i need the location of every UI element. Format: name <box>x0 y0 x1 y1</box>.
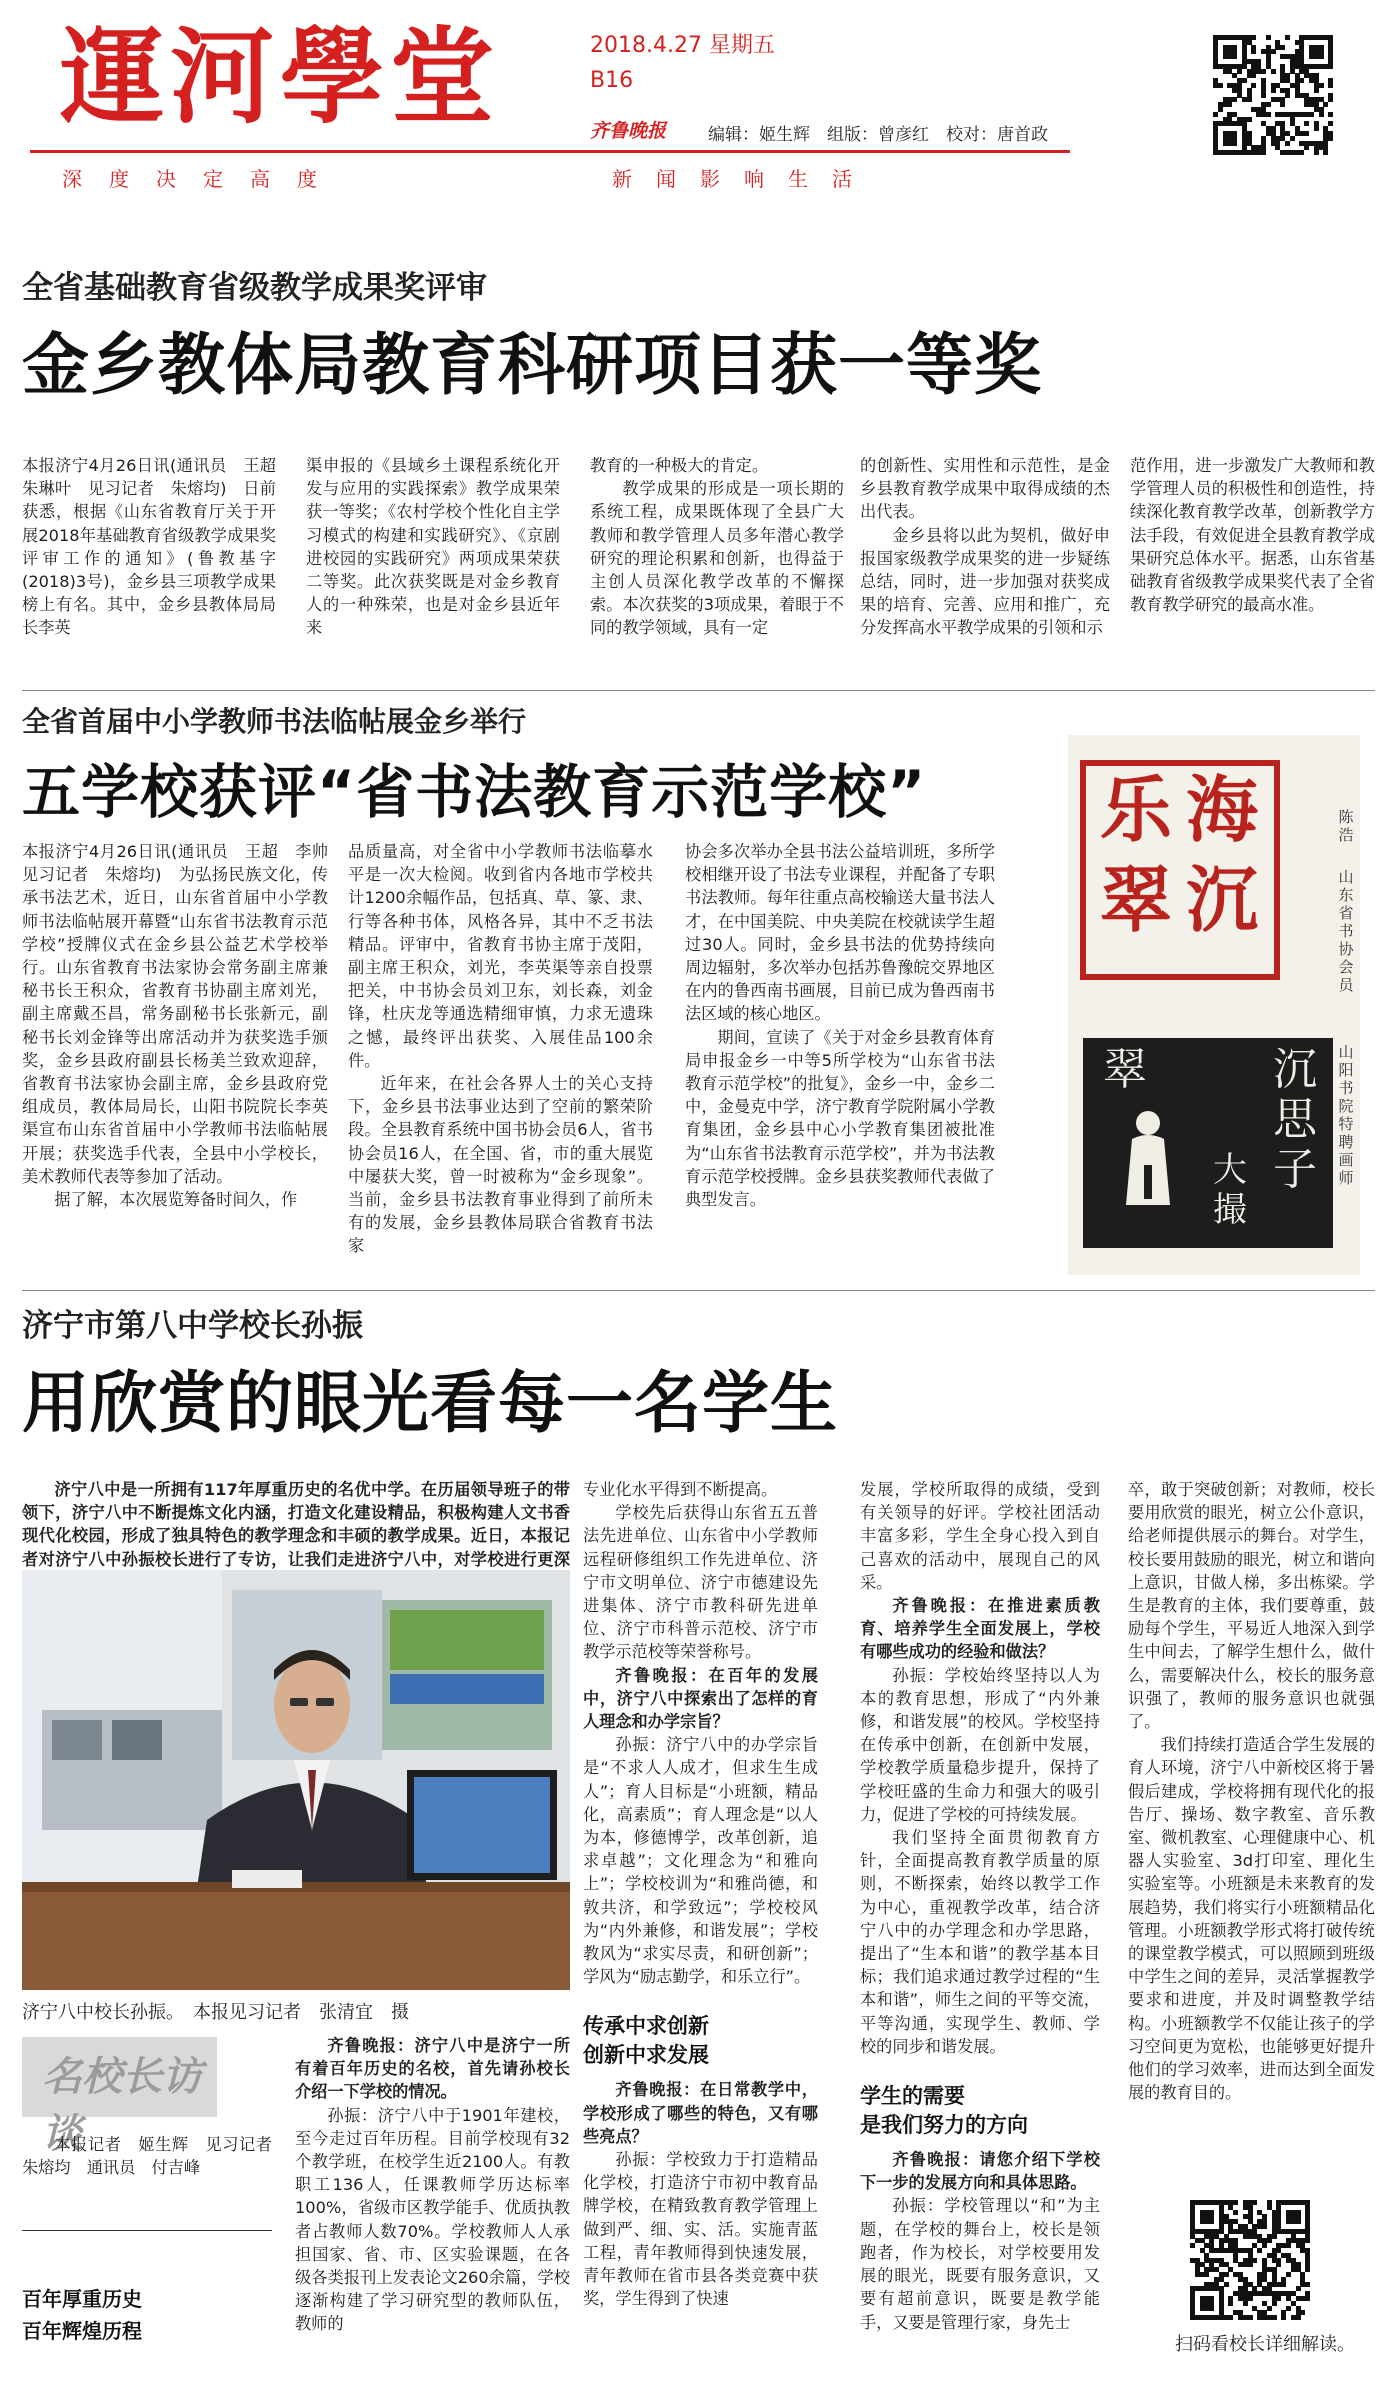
qr-module <box>1227 102 1232 107</box>
seal-red-char-4: 翠 <box>1100 857 1173 942</box>
interview-answer-3: 孙振：学校致力于打造精品化学校，打造济宁市初中教育品牌学校，在精致教育教学管理上做到严、细、实、活。实施青蓝工程，青年教师得到快速发展，青年教师在省市县各类竞赛中获奖，学生得到了快速 <box>583 2150 818 2309</box>
interview-answer-4b: 我们坚持全面贯彻教育方针，全面提高教育教学质量的原则，不断探索，始终以教学工作为中心，重视教学改革，结合济宁八中的办学理念和办学思路，提出了“生本和谐”的教学基本目标；我们追求通过教学过程的“生本和谐”，师生之间的平等交流，平等沟通，实现学生、教师、学校的同步和谐发展。 <box>860 1828 1100 2056</box>
qr-module <box>1286 2272 1291 2277</box>
qr-module <box>1276 2262 1281 2267</box>
page-number: B16 <box>590 68 634 93</box>
qr-module <box>1209 2219 1214 2224</box>
qr-module <box>1280 102 1285 107</box>
article3-headline: 用欣赏的眼光看每一名学生 <box>22 1364 838 1442</box>
seal-red-char-3: 乐 <box>1100 767 1173 852</box>
qr-module <box>1304 145 1309 150</box>
article2-col3-text-a: 协会多次举办全县书法公益培训班，多所学校相继开设了书法专业课程，并配备了专职书法教师。每年往重点高校输送大量书法人才，在中国美院、中央美院在校就读学生超过30人。同时，金乡县书法的优势持续向周边辐射，多次举办包括苏鲁豫皖交界地区在内的鲁西南书画展，目前已成为鲁西南书法区域的核心地区。 <box>685 842 995 1024</box>
qr-module <box>1248 2296 1253 2301</box>
qr-module <box>1296 2286 1301 2291</box>
article3-col3-text-b: 学校先后获得山东省五五普法先进单位、山东省中小学教师远程研修组织工作先进单位、济宁市文明单位、济宁市德建设先进集体、济宁市教科研先进单位、济宁市科普示范校、济宁市教学示范校等荣誉称号。 <box>583 1503 818 1662</box>
scholar-figure-icon <box>1118 1105 1178 1215</box>
qr-module <box>1232 54 1237 59</box>
qr-module <box>1237 69 1242 74</box>
article1-col4-text-a: 的创新性、实用性和示范性，是金乡县教育教学成果中取得成绩的杰出代表。 <box>860 456 1110 522</box>
article2-col2-text-a: 品质量高，对全省中小学教师书法临摹水平是一次大检阅。收到省内各地市学校共计1200余幅作品，包括真、草、篆、隶、行等各种书体，风格各异，其中不乏书法精品。评审中，省教育书协主席于茂阳，副主席王积众，刘光，李英渠等亲自投票把关，中书协会员刘卫东，刘长森，刘金锋，杜庆龙等通选精细审慎，力求无遗珠之憾，最终评出获奖、入展佳品100余件。 <box>348 842 653 1070</box>
qr-module <box>1323 102 1328 107</box>
qr-module <box>1247 97 1252 102</box>
article2-column-1 <box>22 840 345 1282</box>
qr-module <box>1304 131 1309 136</box>
qr-module <box>1309 112 1314 117</box>
qr-module <box>1218 83 1223 88</box>
article3-col5-text-a: 卒，敢于突破创新；对教师，校长要用欣赏的眼光，树立公仆意识，给老师提供展示的舞台。对学生，校长要用鼓励的眼光，树立和谐向上意识，甘做人梯，多出栋梁。学生是教育的主体，我们要尊重，鼓励每个学生，平易近人地深入到学生中间去，了解学生想什么，做什么，需要解决什么，校长的服务意识强了，教师的服务意识也就强了。 <box>1128 1480 1375 1732</box>
reporter-byline <box>22 2133 289 2233</box>
article1-column-1 <box>22 454 293 676</box>
seal-black-char-3: 思 <box>1273 1094 1317 1145</box>
qr-module <box>1232 141 1237 146</box>
qr-module <box>1281 2315 1286 2320</box>
qr-module <box>1272 2301 1277 2306</box>
qr-module <box>1285 141 1290 146</box>
artwork-credit-title-2: 山阳书院特聘画师 <box>1338 1043 1354 1187</box>
qr-module <box>1248 2262 1253 2267</box>
qr-module <box>1328 83 1333 88</box>
article1-column-3 <box>590 454 844 676</box>
qr-module <box>1266 102 1271 107</box>
seal-black-char-6: 撮 <box>1213 1190 1247 1230</box>
qr-module <box>1276 2296 1281 2301</box>
qr-module <box>1280 45 1285 50</box>
article2-kicker: 全省首届中小学教师书法临帖展金乡举行 <box>22 705 527 738</box>
qr-module <box>1285 35 1290 40</box>
article1-column-4 <box>860 454 1110 676</box>
reporter-byline-text: 本报记者 姬生辉 见习记者 朱熔均 通讯员 付吉峰 <box>22 2135 289 2178</box>
article1-col3-text-b: 教学成果的形成是一项长期的系统工程，成果既体现了全县广大教师和教学管理人员多年潜心教学研究的理论积累和创新，也得益于主创人员深化教学改革的不懈探索。本次获奖的3项成果，着眼于不同的教学领域，具有一定 <box>590 479 844 638</box>
qr-module <box>1305 2282 1310 2287</box>
qr-module <box>1271 49 1276 54</box>
article3-column-3 <box>583 1478 818 2378</box>
qr-module <box>1299 150 1304 155</box>
qr-module <box>1251 83 1256 88</box>
article3-column-2 <box>295 2034 570 2380</box>
seal-black-char-2: 沉 <box>1273 1044 1317 1095</box>
seal-red-char-1: 海 <box>1186 767 1259 852</box>
subhead-2-line-1: 学生的需要 <box>860 2084 965 2109</box>
qr-module <box>1204 2272 1209 2277</box>
qr-module <box>1305 2296 1310 2301</box>
qr-module <box>1319 54 1324 59</box>
interview-answer-1: 孙振：济宁八中于1901年建校，至今走过百年历程。目前学校现有32个教学班，在校学生近2100人。有教职工136人，任课教师学历达标率100%，省级市区教学能手、优质执教者占教师人数70%。学校教师人人承担国家、省、市、区实验课题，在各级各类报刊上发表论文260余篇，学校逐渐构建了学习研究型的教师队伍，教师的 <box>295 2105 570 2334</box>
interview-question-1: 齐鲁晚报：济宁八中是济宁一所有着百年历史的名校，首先请孙校长介绍一下学校的情况。 <box>295 2036 570 2102</box>
editor-credits: 编辑：姬生辉 组版：曾彦红 校对：唐首政 <box>708 125 1048 145</box>
article1-kicker: 全省基础教育省级教学成果奖评审 <box>22 270 487 306</box>
qr-module <box>1218 107 1223 112</box>
qr-module <box>1323 150 1328 155</box>
qr-module <box>1242 78 1247 83</box>
qr-module <box>1272 2315 1277 2320</box>
article2-col1-text-b: 据了解，本次展览筹备时间久，作 <box>54 1190 298 1210</box>
qr-module <box>1232 97 1237 102</box>
article3-col4-text-a: 发展，学校所取得的成绩，受到有关领导的好评。学校社团活动丰富多彩，学生全身心投入到自己喜欢的活动中，展现自己的风采。 <box>860 1480 1100 1592</box>
masthead-title: 運河學堂 <box>60 15 501 138</box>
interview-question-3: 齐鲁晚报：在日常教学中，学校形成了哪些的特色，又有哪些亮点？ <box>583 2080 818 2146</box>
qr-module <box>1266 112 1271 117</box>
interview-question-5: 齐鲁晚报：请您介绍下学校下一步的发展方向和具体思路。 <box>860 2150 1100 2193</box>
seal-black-char-5: 大 <box>1213 1150 1247 1190</box>
qr-scan-note: 扫码看校长详细解读。 <box>1175 2334 1355 2355</box>
subhead-2-line-2: 是我们努力的方向 <box>860 2113 1028 2138</box>
masthead-slogan-left: 深度决定高度 <box>62 167 344 191</box>
article1-col1-text: 本报济宁4月26日讯(通讯员 王超 朱琳叶 见习记者 朱熔均) 日前获悉，根据《山东省教育厅关于开展2018年基础教育省级教学成果奖评审工作的通知》(鲁教基字(2018)3号)，金乡县三项教学成果榜上有名。其中，金乡县教体局局长李英 <box>22 456 293 638</box>
seal-black-char-1: 翠 <box>1103 1044 1147 1095</box>
qr-module <box>1271 88 1276 93</box>
article3-lede-text: 济宁八中是一所拥有117年厚重历史的名优中学。在历届领导班子的带领下，济宁八中不断提炼文化内涵，打造文化建设精品，积极构建人文书香现代化校园，形成了独具特色的教学理念和丰硕的教学成果。近日，本报记者对济宁八中孙振校长进行了专访，让我们走进济宁八中，对学校进行更深 <box>22 1480 570 1569</box>
masthead-divider <box>30 150 1070 153</box>
article1-column-2 <box>306 454 560 676</box>
article3-lede <box>22 1478 570 1569</box>
qr-module <box>1261 69 1266 74</box>
article3-column-4 <box>860 1478 1100 2378</box>
byline-divider <box>22 2230 272 2231</box>
qr-module <box>1243 2301 1248 2306</box>
article1-column-5 <box>1130 454 1375 676</box>
qr-module <box>1300 2310 1305 2315</box>
qr-module <box>1281 2282 1286 2287</box>
artwork-credit-title-1: 山东省书协会员 <box>1338 868 1354 994</box>
qr-module <box>1262 2224 1267 2229</box>
seal-red-char-2: 沉 <box>1186 857 1259 942</box>
article2-column-3 <box>685 840 995 1282</box>
subhead-1-line-2: 创新中求发展 <box>583 2043 709 2068</box>
seal-black-char-4: 子 <box>1273 1144 1317 1195</box>
artwork-credit-name: 陈浩 <box>1338 808 1354 844</box>
qr-module <box>1285 93 1290 98</box>
qr-module <box>1252 2258 1257 2263</box>
qr-module <box>1272 2234 1277 2239</box>
qr-module <box>1286 2243 1291 2248</box>
qr-module <box>1304 121 1309 126</box>
qr-code-icon[interactable] <box>1213 35 1333 155</box>
qr-module <box>1228 2315 1233 2320</box>
qr-module <box>1314 126 1319 131</box>
article3-col3-text-a: 专业化水平得到不断提高。 <box>583 1480 778 1499</box>
qr-module <box>1261 93 1266 98</box>
article3-kicker: 济宁市第八中学校长孙振 <box>22 1308 363 1344</box>
qr-module <box>1296 2315 1301 2320</box>
qr-module <box>1228 2301 1233 2306</box>
interview-answer-4a: 孙振：学校始终坚持以人为本的教育思想，形成了“内外兼修，和谐发展”的校风。学校坚持在传承中创新，在创新中发展，学校教学质量稳步提升，保持了学校旺盛的生命力和强大的吸引力，促进了学校的可持续发展。 <box>860 1665 1100 1824</box>
qr-module <box>1247 117 1252 122</box>
qr-module <box>1251 35 1256 40</box>
column-logo <box>22 2037 217 2157</box>
qr-module <box>1261 150 1266 155</box>
qr-module <box>1251 49 1256 54</box>
issue-date: 2018.4.27 星期五 <box>590 33 775 58</box>
qr-module <box>1296 2219 1301 2224</box>
qr-module <box>1314 88 1319 93</box>
article2-col1-text-a: 本报济宁4月26日讯(通讯员 王超 李帅 见习记者 朱熔均) 为弘扬民族文化，传承书法艺术，近日，山东省首届中小学教师书法临帖展开幕暨“山东省书法教育示范学校”授牌仪式在金乡县公益艺术学校举行。山东省教育书法家协会常务副主席兼秘书长王积众，省教育书协副主席刘光，副主席戴丕昌，常务副秘书长张新元，副秘书长刘金锋等出席活动并为获奖选手颁奖，金乡县政府副县长杨美兰致欢迎辞，省教育书法家协会副主席，金乡县政府党组成员，教体局局长，山阳书院院长李英渠宣布山东省首届中小学教师书法临帖展开展；获奖选手代表，全县中小学校长，美术教师代表等参加了活动。 <box>22 842 345 1186</box>
qr-module <box>1319 112 1324 117</box>
qr-code-icon[interactable] <box>1190 2200 1310 2320</box>
qr-module <box>1224 2282 1229 2287</box>
article1-col3-text-a: 教育的一种极大的肯定。 <box>590 456 769 475</box>
qr-module <box>1319 83 1324 88</box>
article2-column-2 <box>348 840 653 1282</box>
principal-photo <box>22 1570 570 1990</box>
interview-answer-2: 孙振：济宁八中的办学宗旨是“不求人人成才，但求生生成人”；育人目标是“小班额，精品化，高素质”；育人理念是“以人为本，修德博学，改革创新，追求卓越”；文化理念为“和雅向上”；学校校训为“和雅尚德，和敦共济，和学致远”；学校校风为“内外兼修，和谐发展”；学校教风为“求实尽责，和研创新”；学风为“励志勤学，和乐立行”。 <box>583 1735 818 1987</box>
article3-col5-text-b: 我们持续打造适合学生发展的育人环境，济宁八中新校区将于暑假后建成，学校将拥有现代化的报告厅、操场、数字教室、音乐教室、微机教室、心理健康中心、机器人实验室、3d打印室、理化生实验室等。小班额是未来教育的发展趋势，我们将实行小班额精品化管理。小班额教学形式将打破传统的课堂教学模式，可以照顾到班级中学生之间的差异，灵活掌握教学要求和进度，并及时调整教学结构。小班额教学不仅能让孩子的学习空间更为宽松，也能够更好提升他们的学习效率，进而达到全面发展的教育目的。 <box>1128 1735 1375 2103</box>
qr-module <box>1290 136 1295 141</box>
qr-module <box>1328 64 1333 69</box>
qr-module <box>1252 2200 1257 2205</box>
qr-module <box>1213 112 1218 117</box>
section-divider <box>22 690 1375 691</box>
qr-module <box>1328 112 1333 117</box>
article1-headline: 金乡教体局教育科研项目获一等奖 <box>22 326 1042 404</box>
qr-module <box>1314 150 1319 155</box>
interview-question-2: 齐鲁晚报：在百年的发展中，济宁八中探索出了怎样的育人理念和办学宗旨？ <box>583 1665 818 1732</box>
qr-module <box>1190 2243 1195 2248</box>
qr-module <box>1267 2306 1272 2311</box>
interview-question-4: 齐鲁晚报：在推进素质教育、培养学生全面发展上，学校有哪些成功的经验和做法？ <box>860 1596 1100 1662</box>
red-seal-stamp <box>1080 760 1280 980</box>
history-box-line-2: 百年辉煌历程 <box>22 2319 142 2343</box>
qr-module <box>1251 73 1256 78</box>
qr-module <box>1286 2306 1291 2311</box>
qr-module <box>1248 2315 1253 2320</box>
qr-module <box>1233 2200 1238 2205</box>
article1-col4-text-b: 金乡县将以此为契机，做好申报国家级教学成果奖的进一步疑练总结，同时，进一步加强对获奖成果的培育、完善、应用和推广，充分发挥高水平教学成果的引领和示 <box>860 525 1110 638</box>
qr-module <box>1224 2272 1229 2277</box>
qr-module <box>1305 2238 1310 2243</box>
column-logo-text: 名校长访谈 <box>42 2053 202 2157</box>
qr-module <box>1209 2306 1214 2311</box>
subhead-1-line-1: 传承中求创新 <box>583 2014 709 2039</box>
qr-module <box>1305 2267 1310 2272</box>
history-box-line-1: 百年厚重历史 <box>22 2287 142 2311</box>
qr-module <box>1328 97 1333 102</box>
article3-column-5 <box>1128 1478 1375 2178</box>
qr-module <box>1267 2238 1272 2243</box>
article2-col3-text-b: 期间，宣读了《关于对金乡县教育体育局申报金乡一中等5所学校为“山东省书法教育示范学校”的批复》，金乡一中，金乡二中，金曼克中学，济宁教育学院附属小学教育集团，金乡县中心小学教育集团被批准为“山东省书法教育示范学校”，并为书法教育示范学校授牌。金乡县获奖教师代表做了典型发言。 <box>685 1027 995 1210</box>
qr-module <box>1299 78 1304 83</box>
article2-col2-text-b: 近年来，在社会各界人士的关心支持下，金乡县书法事业达到了空前的繁荣阶段。全县教育系统中国书协会员6人，省书协会员16人，在全国、省，市的重大展览中屡获大奖，曾一时被称为“金乡现象”。当前，金乡县书法教育事业得到了前所未有的发展，金乡县教体局联合省教育书法家 <box>348 1074 653 1256</box>
photo-caption: 济宁八中校长孙振。 本报见习记者 张清宜 摄 <box>22 2002 409 2023</box>
article1-col5-text: 范作用，进一步激发广大教师和教学管理人员的积极性和创造性，持续深化教育教学改革，创新教学方法手段，有效促进全县教育教学成果研究总体水平。据悉，山东省基础教育省级教学成果奖代表了全省教育教学研究的最高水准。 <box>1130 456 1375 615</box>
qr-module <box>1233 2210 1238 2215</box>
qr-module <box>1271 69 1276 74</box>
newspaper-logo: 齐鲁晚报 <box>590 120 667 142</box>
interview-answer-5: 孙振：学校管理以“和”为主题，在学校的舞台上，校长是领跑者，作为校长，对学校要用发展的眼光，既要有服务意识，又要有超前意识，既要是教学能手，又要是管理行家，身先士 <box>860 2196 1100 2332</box>
qr-module <box>1328 136 1333 141</box>
article1-col2-text: 渠申报的《县域乡土课程系统化开发与应用的实践探索》教学成果荣获一等奖；《农村学校个性化自主学习模式的构建和实践研究》、《京剧进校园的实践研究》两项成果荣获二等奖。此次获奖既是对金乡教育人的一种殊荣，也是对金乡县近年来 <box>306 456 560 638</box>
qr-module <box>1266 35 1271 40</box>
section-divider <box>22 1290 1375 1291</box>
qr-module <box>1257 2248 1262 2253</box>
masthead-slogan-right: 新闻影响生活 <box>612 167 876 191</box>
article2-headline: 五学校获评“省书法教育示范学校” <box>22 758 927 826</box>
qr-module <box>1328 121 1333 126</box>
qr-module <box>1262 2243 1267 2248</box>
